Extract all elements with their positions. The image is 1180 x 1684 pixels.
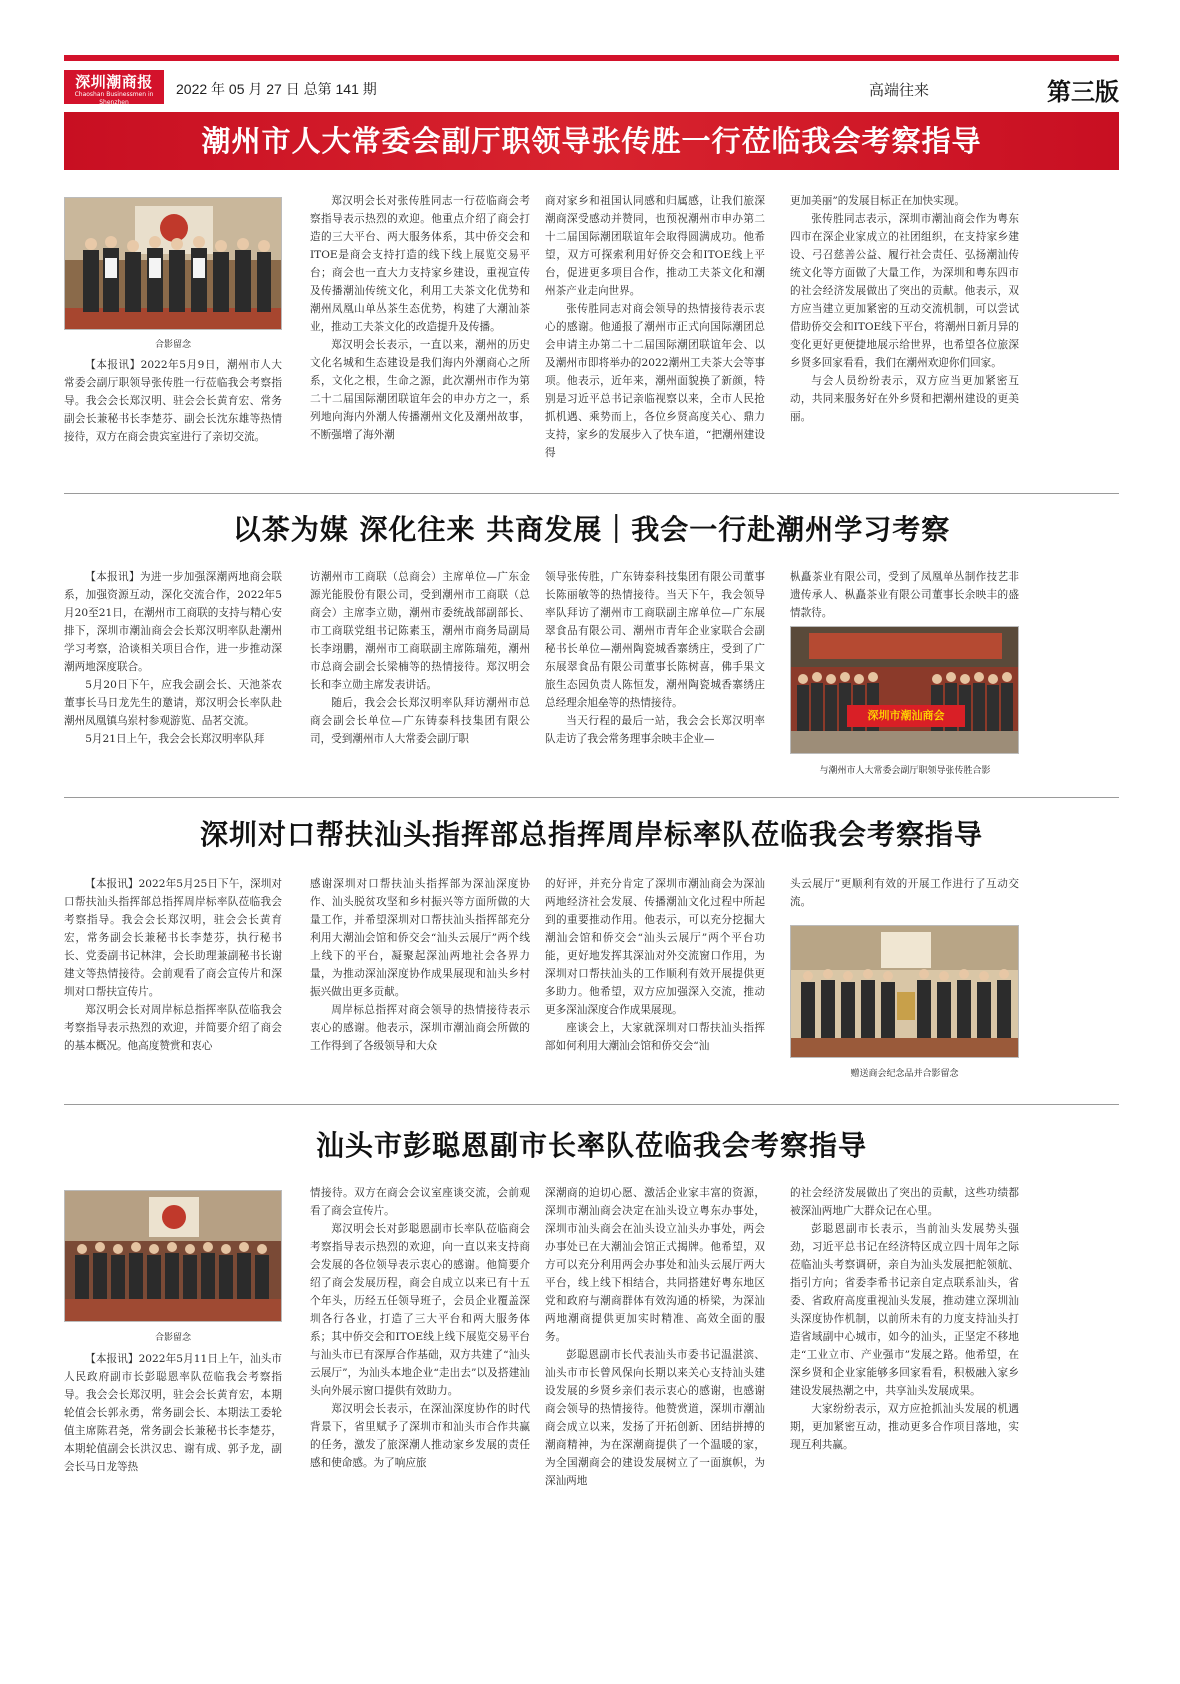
article3-column-3	[545, 875, 765, 1091]
article2-photo-caption: 与潮州市人大常委会副厅职领导张传胜合影	[819, 766, 991, 776]
page-number: 第三版	[1047, 79, 1119, 106]
article2-paragraph: 访潮州市工商联（总商会）主席单位—广东金源光能股份有限公司，受到潮州市工商联（总商会）主席李立勋，潮州市委统战部副部长、市工商联党组书记陈素玉，潮州市商务局副局长李翊鹏，潮州市工商联副主席陈瑞苑，潮州市总商会副会长梁楠等的热情接待。郑汉明会长和李立勋主席发表讲话。	[310, 571, 530, 691]
newspaper-logo	[64, 70, 164, 104]
article1-headline: 潮州市人大常委会副厅职领导张传胜一行莅临我会考察指导	[201, 124, 982, 158]
article4-paragraph: 深潮商的迫切心愿、激活企业家丰富的资源，深圳市潮汕商会决定在汕头设立粤东办事处，深圳市汕头商会在汕头设立汕头办事处，两会办事处已在大潮汕会馆正式揭牌。他希望，双方可以充分利用两会办事处和汕头云展厅两大平台，线上线下相结合，共同搭建好粤东地区党和政府与潮商群体有效沟通的桥梁，为深汕两地潮商提供更加实时精准、高效全面的服务。	[545, 1187, 765, 1343]
article1-group-photo	[64, 197, 282, 330]
article4-paragraph: 大家纷纷表示，双方应抢抓汕头发展的机遇期，更加紧密互动，推动更多合作项目落地，实现互利共赢。	[790, 1403, 1019, 1451]
article4-column-1	[64, 1350, 282, 1628]
masthead-rule	[64, 55, 1119, 61]
article2-paragraph: 5月20日下午，应我会副会长、天池茶农董事长马日龙先生的邀请，郑汉明会长率队赴潮州凤凰镇乌岽村参观游览、品茗交流。	[64, 679, 282, 727]
article1-paragraph: 与会人员纷纷表示，双方应当更加紧密互动，共同来服务好在外乡贤和把潮州建设的更美丽。	[790, 375, 1019, 423]
article1-paragraph: 【本报讯】2022年5月9日，潮州市人大常委会副厅职领导张传胜一行莅临我会考察指导。我会会长郑汉明、驻会会长黄育宏、常务副会长兼秘书长李楚芬、副会长沈东雄等热情接待，双方在商会贵宾室进行了亲切交流。	[64, 359, 282, 443]
article1-paragraph: 张传胜同志表示，深圳市潮汕商会作为粤东四市在深企业家成立的社团组织，在支持家乡建设、弓召慈善公益、履行社会责任、弘扬潮汕传统文化等方面做了大量工作，为深圳和粤东四市的社会经济发展做出了突出的贡献。他表示，双方应当建立更加紧密的互动交流机制，可以尝试借助侨交会和ITOE线下平台，将潮州日新月异的变化更好更便捷地展示给世界，也希望各位旅深乡贤多回家看看，我们在潮州欢迎你们回家。	[790, 213, 1019, 369]
article4-paragraph: 【本报讯】2022年5月11日上午，汕头市人民政府副市长彭聪恩率队莅临我会考察指导。我会会长郑汉明，驻会会长黄育宏，本期轮值会长郭永勇，常务副会长、本期法工委轮值主席陈君尧，常务副会长兼秘书长李楚芬，本期轮值副会长洪汉忠、谢有成、郭予龙，副会长马日龙等热	[64, 1353, 282, 1473]
article3-headline: 深圳对口帮扶汕头指挥部总指挥周岸标率队莅临我会考察指导	[199, 818, 983, 851]
divider	[64, 797, 1119, 798]
article1-column-4	[790, 192, 1019, 488]
article4-paragraph: 郑汉明会长表示，在深汕深度协作的时代背景下，省里赋予了深圳市和汕头市合作共赢的任务，激发了旅深潮人推动家乡发展的责任感和使命感。为了响应旅	[310, 1403, 530, 1469]
logo-subtitle: Chaoshan Businessmen in Shenzhen	[74, 91, 154, 106]
article2-column-2	[310, 568, 530, 784]
article1-paragraph: 郑汉明会长表示，一直以来，潮州的历史文化名城和生态建设是我们海内外潮商心之所系，文化之根，生命之源，此次潮州市作为第二十二届国际潮团联谊年会的申办方之一，系列地向海内外潮人传播潮州文化及潮州故事，不断强增了海外潮	[310, 339, 530, 441]
masthead	[64, 70, 1119, 106]
article3-group-photo	[790, 925, 1019, 1058]
article4-photo-caption: 合影留念	[154, 1333, 191, 1343]
article2-headline: 以茶为媒 深化往来 共商发展｜我会一行赴潮州学习考察	[232, 513, 951, 546]
article3-column-1	[64, 875, 282, 1091]
article3-paragraph: 感谢深圳对口帮扶汕头指挥部为深汕深度协作、汕头脱贫攻坚和乡村振兴等方面所做的大量工作，并希望深圳对口帮扶汕头指挥部充分利用大潮汕会馆和侨交会“汕头云展厅”两个线上线下的平台，凝聚起深汕两地社会各界力量，为推动深汕深度协作成果展现和汕头乡村振兴做出更多贡献。	[310, 878, 530, 998]
article1-photo-caption: 合影留念	[154, 340, 191, 350]
article2-column-3	[545, 568, 765, 784]
article2-paragraph: 5月21日上午，我会会长郑汉明率队拜	[85, 733, 265, 745]
article3-paragraph: 座谈会上，大家就深圳对口帮扶汕头指挥部如何利用大潮汕会馆和侨交会“汕	[545, 1022, 765, 1052]
article4-column-3	[545, 1184, 765, 1628]
article4-paragraph: 情接待。双方在商会会议室座谈交流，会前观看了商会宣传片。	[310, 1187, 530, 1217]
article4-column-4	[790, 1184, 1019, 1628]
section-name: 高端往来	[869, 82, 930, 99]
article1-headline-banner	[64, 112, 1119, 170]
article4-group-photo	[64, 1190, 282, 1322]
article1-column-2	[310, 192, 530, 488]
article2-photo-banner: 深圳市潮汕商会	[867, 709, 945, 722]
article1-column-3	[545, 192, 765, 488]
divider	[64, 493, 1119, 494]
article4-paragraph: 彭聪恩副市长代表汕头市委书记温湛滨、汕头市市长曾风保向长期以来关心支持汕头建设发展的乡贤乡亲们表示衷心的感谢，也感谢商会领导的热情接待。他赞赏道，深圳市潮汕商会成立以来，发扬了开拓创新、团结拼搏的潮商精神，为在深潮商提供了一个温暖的家，为全国潮商会的建设发展树立了一面旗帜，为深汕两地	[545, 1349, 765, 1487]
article3-paragraph: 周岸标总指挥对商会领导的热情接待表示衷心的感谢。他表示，深圳市潮汕商会所做的工作得到了各级领导和大众	[310, 1004, 530, 1052]
article1-paragraph: 张传胜同志对商会领导的热情接待表示衷心的感谢。他通报了潮州市正式向国际潮团总会申请主办第二十二届国际潮团联谊年会、以及潮州市即将举办的2022潮州工夫茶大会等事项。他表示，近年来，潮州面貌换了新颜，特别是习近平总书记亲临视察以来，全市人民抢抓机遇、乘势而上，各位乡贤高度关心、鼎力支持，家乡的发展步入了快车道，“把潮州建设得	[545, 303, 765, 459]
article1-paragraph: 商对家乡和祖国认同感和归属感，让我们旅深潮商深受感动并赞同，也预祝潮州市申办第二十二届国际潮团联谊年会取得圆满成功。他希望，双方可探索利用好侨交会和ITOE线上平台，促进更多项目合作，推动工夫茶文化和潮州茶产业走向世界。	[545, 195, 765, 297]
article2-group-photo	[790, 626, 1019, 754]
article2-column-4	[790, 568, 1019, 624]
article2-paragraph: 领导张传胜，广东铸泰科技集团有限公司董事长陈丽敏等的热情接待。当天下午，我会领导率队拜访了潮州市工商联副主席单位—广东展翠食品有限公司、潮州市青年企业家联合会副秘书长单位—潮州陶瓷城香寨绣庄，受到了广东展翠食品有限公司董事长陈树喜，佛手果文旅生态园负责人陈恒发，潮州陶瓷城香寨绣庄总经理余旭垒等的热情接待。	[545, 571, 765, 709]
article3-paragraph: 头云展厅”更顺利有效的开展工作进行了互动交流。	[790, 878, 1019, 908]
article2-paragraph: 随后，我会会长郑汉明率队拜访潮州市总商会副会长单位—广东铸泰科技集团有限公司，受到潮州市人大常委会副厅职	[310, 697, 530, 745]
logo-title: 深圳潮商报	[75, 73, 153, 91]
divider	[64, 1104, 1119, 1105]
article2-paragraph: 【本报讯】为进一步加强深潮两地商会联系，加强资源互动，深化交流合作，2022年5月20至21日，在潮州市工商联的支持与精心安排下，深圳市潮汕商会会长郑汉明率队赴潮州学习考察，洽谈相关项目合作，进一步推动深潮两地深度联合。	[64, 571, 282, 673]
article3-column-2	[310, 875, 530, 1091]
article3-photo-caption: 赠送商会纪念品并合影留念	[850, 1069, 959, 1079]
article2-paragraph: 当天行程的最后一站，我会会长郑汉明率队走访了我会常务理事余映丰企业—	[545, 715, 765, 745]
article1-paragraph: 更加美丽”的发展目标正在加快实现。	[790, 195, 965, 207]
article3-paragraph: 郑汉明会长对周岸标总指挥率队莅临我会考察指导表示热烈的欢迎，并简要介绍了商会的基本概况。他高度赞赏和衷心	[64, 1004, 282, 1052]
article4-headline: 汕头市彭聪恩副市长率队莅临我会考察指导	[315, 1129, 867, 1162]
article3-paragraph: 【本报讯】2022年5月25日下午，深圳对口帮扶汕头指挥部总指挥周岸标率队莅临我会考察指导。我会会长郑汉明，驻会会长黄育宏，常务副会长兼秘书长李楚芬，执行秘书长、党委副书记林津，会长助理兼副秘书长谢建文等热情接待。会前观看了商会宣传片和深圳对口帮扶宣传片。	[64, 878, 282, 998]
article1-paragraph: 郑汉明会长对张传胜同志一行莅临商会考察指导表示热烈的欢迎。他重点介绍了商会打造的三大平台、两大服务体系，其中侨交会和ITOE是商会支持打造的线下线上展览交易平台；商会也一直大力支持家乡建设，重视宣传及传播潮汕传统文化，利用工夫茶文化优势和潮州凤凰山单丛茶生态优势，构建了大潮汕茶业，推动工夫茶文化的改造提升及传播。	[310, 195, 530, 333]
article3-paragraph: 的好评，并充分肯定了深圳市潮汕商会为深汕两地经济社会发展、传播潮汕文化过程中所起到的重要推动作用。他表示，可以充分挖掘大潮汕会馆和侨交会“汕头云展厅”两个平台功能，更好地发挥其深汕对外交流窗口作用，为深圳对口帮扶汕头的工作顺利有效开展提供更多助力。他希望，双方应加强深入交流，推动更多深汕深度合作成果展现。	[545, 878, 765, 1016]
article2-column-1	[64, 568, 282, 784]
issue-info: 2022 年 05 月 27 日 总第 141 期	[176, 81, 377, 97]
article2-paragraph: 枞矗茶业有限公司，受到了凤凰单丛制作技艺非遗传承人、枞矗茶业有限公司董事长余映丰的盛情款待。	[790, 571, 1019, 619]
article4-column-2	[310, 1184, 530, 1628]
article4-paragraph: 郑汉明会长对彭聪恩副市长率队莅临商会考察指导表示热烈的欢迎，向一直以来支持商会发展的各位领导表示衷心的感谢。他简要介绍了商会发展历程，商会自成立以来已有十五个年头，历经五任领导班子，会员企业覆盖深圳各行各业，打造了三大平台和两大服务体系；其中侨交会和ITOE线上线下展览交易平台与汕头市已有深厚合作基础，双方共建了“汕头云展厅”，为汕头本地企业“走出去”以及搭建汕头向外展示窗口提供有效助力。	[310, 1223, 530, 1397]
article4-paragraph: 的社会经济发展做出了突出的贡献，这些功绩都被深汕两地广大群众记在心里。	[790, 1187, 1019, 1217]
article3-column-4	[790, 875, 1019, 915]
article1-column-1	[64, 356, 282, 488]
article4-paragraph: 彭聪恩副市长表示，当前汕头发展势头强劲，习近平总书记在经济特区成立四十周年之际莅临汕头考察调研，亲自为汕头发展把舵领航、指引方向；省委李希书记亲自定点联系汕头，省委、省政府高度重视汕头发展，推动建立深圳汕头深度协作机制，以前所未有的力度支持汕头打造省域副中心城市，如今的汕头，正坚定不移地走“工业立市、产业强市”发展之路。他希望，在深乡贤和企业家能够多回家看看，积极融入家乡建设发展热潮之中，共享汕头发展成果。	[790, 1223, 1019, 1397]
